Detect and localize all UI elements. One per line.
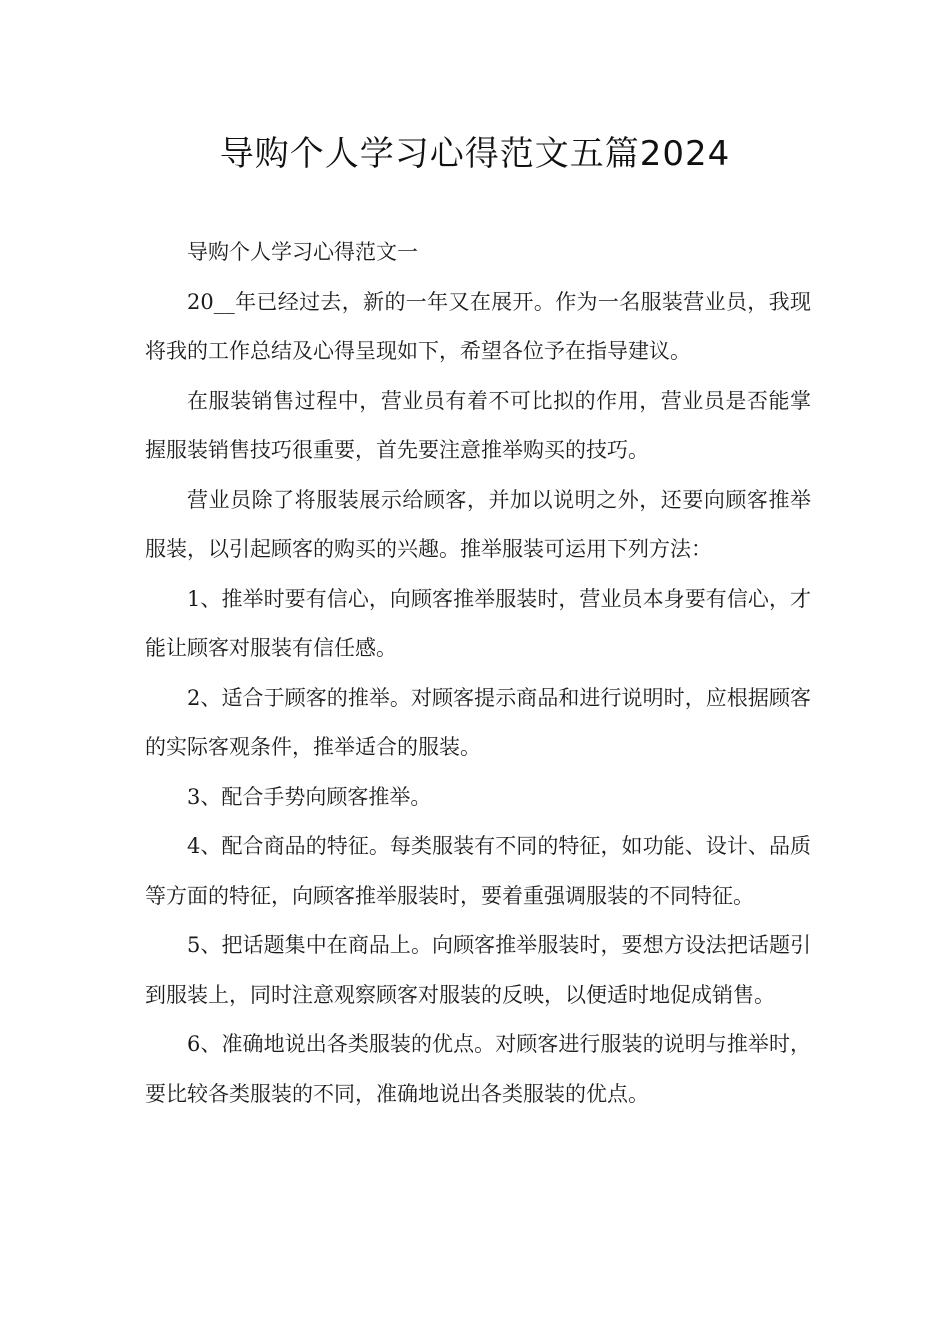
paragraph: 20__年已经过去，新的一年又在展开。作为一名服装营业员，我现将我的工作总结及心得呈现如下，希望各位予在指导建议。 bbox=[145, 289, 811, 363]
list-item: 6、准确地说出各类服装的优点。对顾客进行服装的说明与推举时，要比较各类服装的不同，准确地说出各类服装的优点。 bbox=[145, 1032, 811, 1106]
list-item: 2、适合于顾客的推举。对顾客提示商品和进行说明时，应根据顾客的实际客观条件，推举适合的服装。 bbox=[145, 685, 811, 759]
paragraph: 在服装销售过程中，营业员有着不可比拟的作用，营业员是否能掌握服装销售技巧很重要，首先要注意推举购买的技巧。 bbox=[145, 388, 811, 462]
list-item: 5、把话题集中在商品上。向顾客推举服装时，要想方设法把话题引到服装上，同时注意观察顾客对服装的反映，以便适时地促成销售。 bbox=[145, 933, 811, 1007]
list-item: 1、推举时要有信心，向顾客推举服装时，营业员本身要有信心，才能让顾客对服装有信任感。 bbox=[145, 586, 811, 660]
list-item: 4、配合商品的特征。每类服装有不同的特征，如功能、设计、品质等方面的特征，向顾客推举服装时，要着重强调服装的不同特征。 bbox=[145, 834, 811, 908]
document-title: 导购个人学习心得范文五篇2024 bbox=[219, 134, 731, 174]
paragraph: 营业员除了将服装展示给顾客，并加以说明之外，还要向顾客推举服装，以引起顾客的购买的兴趣。推举服装可运用下列方法： bbox=[145, 487, 811, 561]
section-heading: 导购个人学习心得范文一 bbox=[187, 240, 418, 264]
list-item: 3、配合手势向顾客推举。 bbox=[187, 784, 432, 809]
document-body bbox=[145, 228, 811, 1119]
